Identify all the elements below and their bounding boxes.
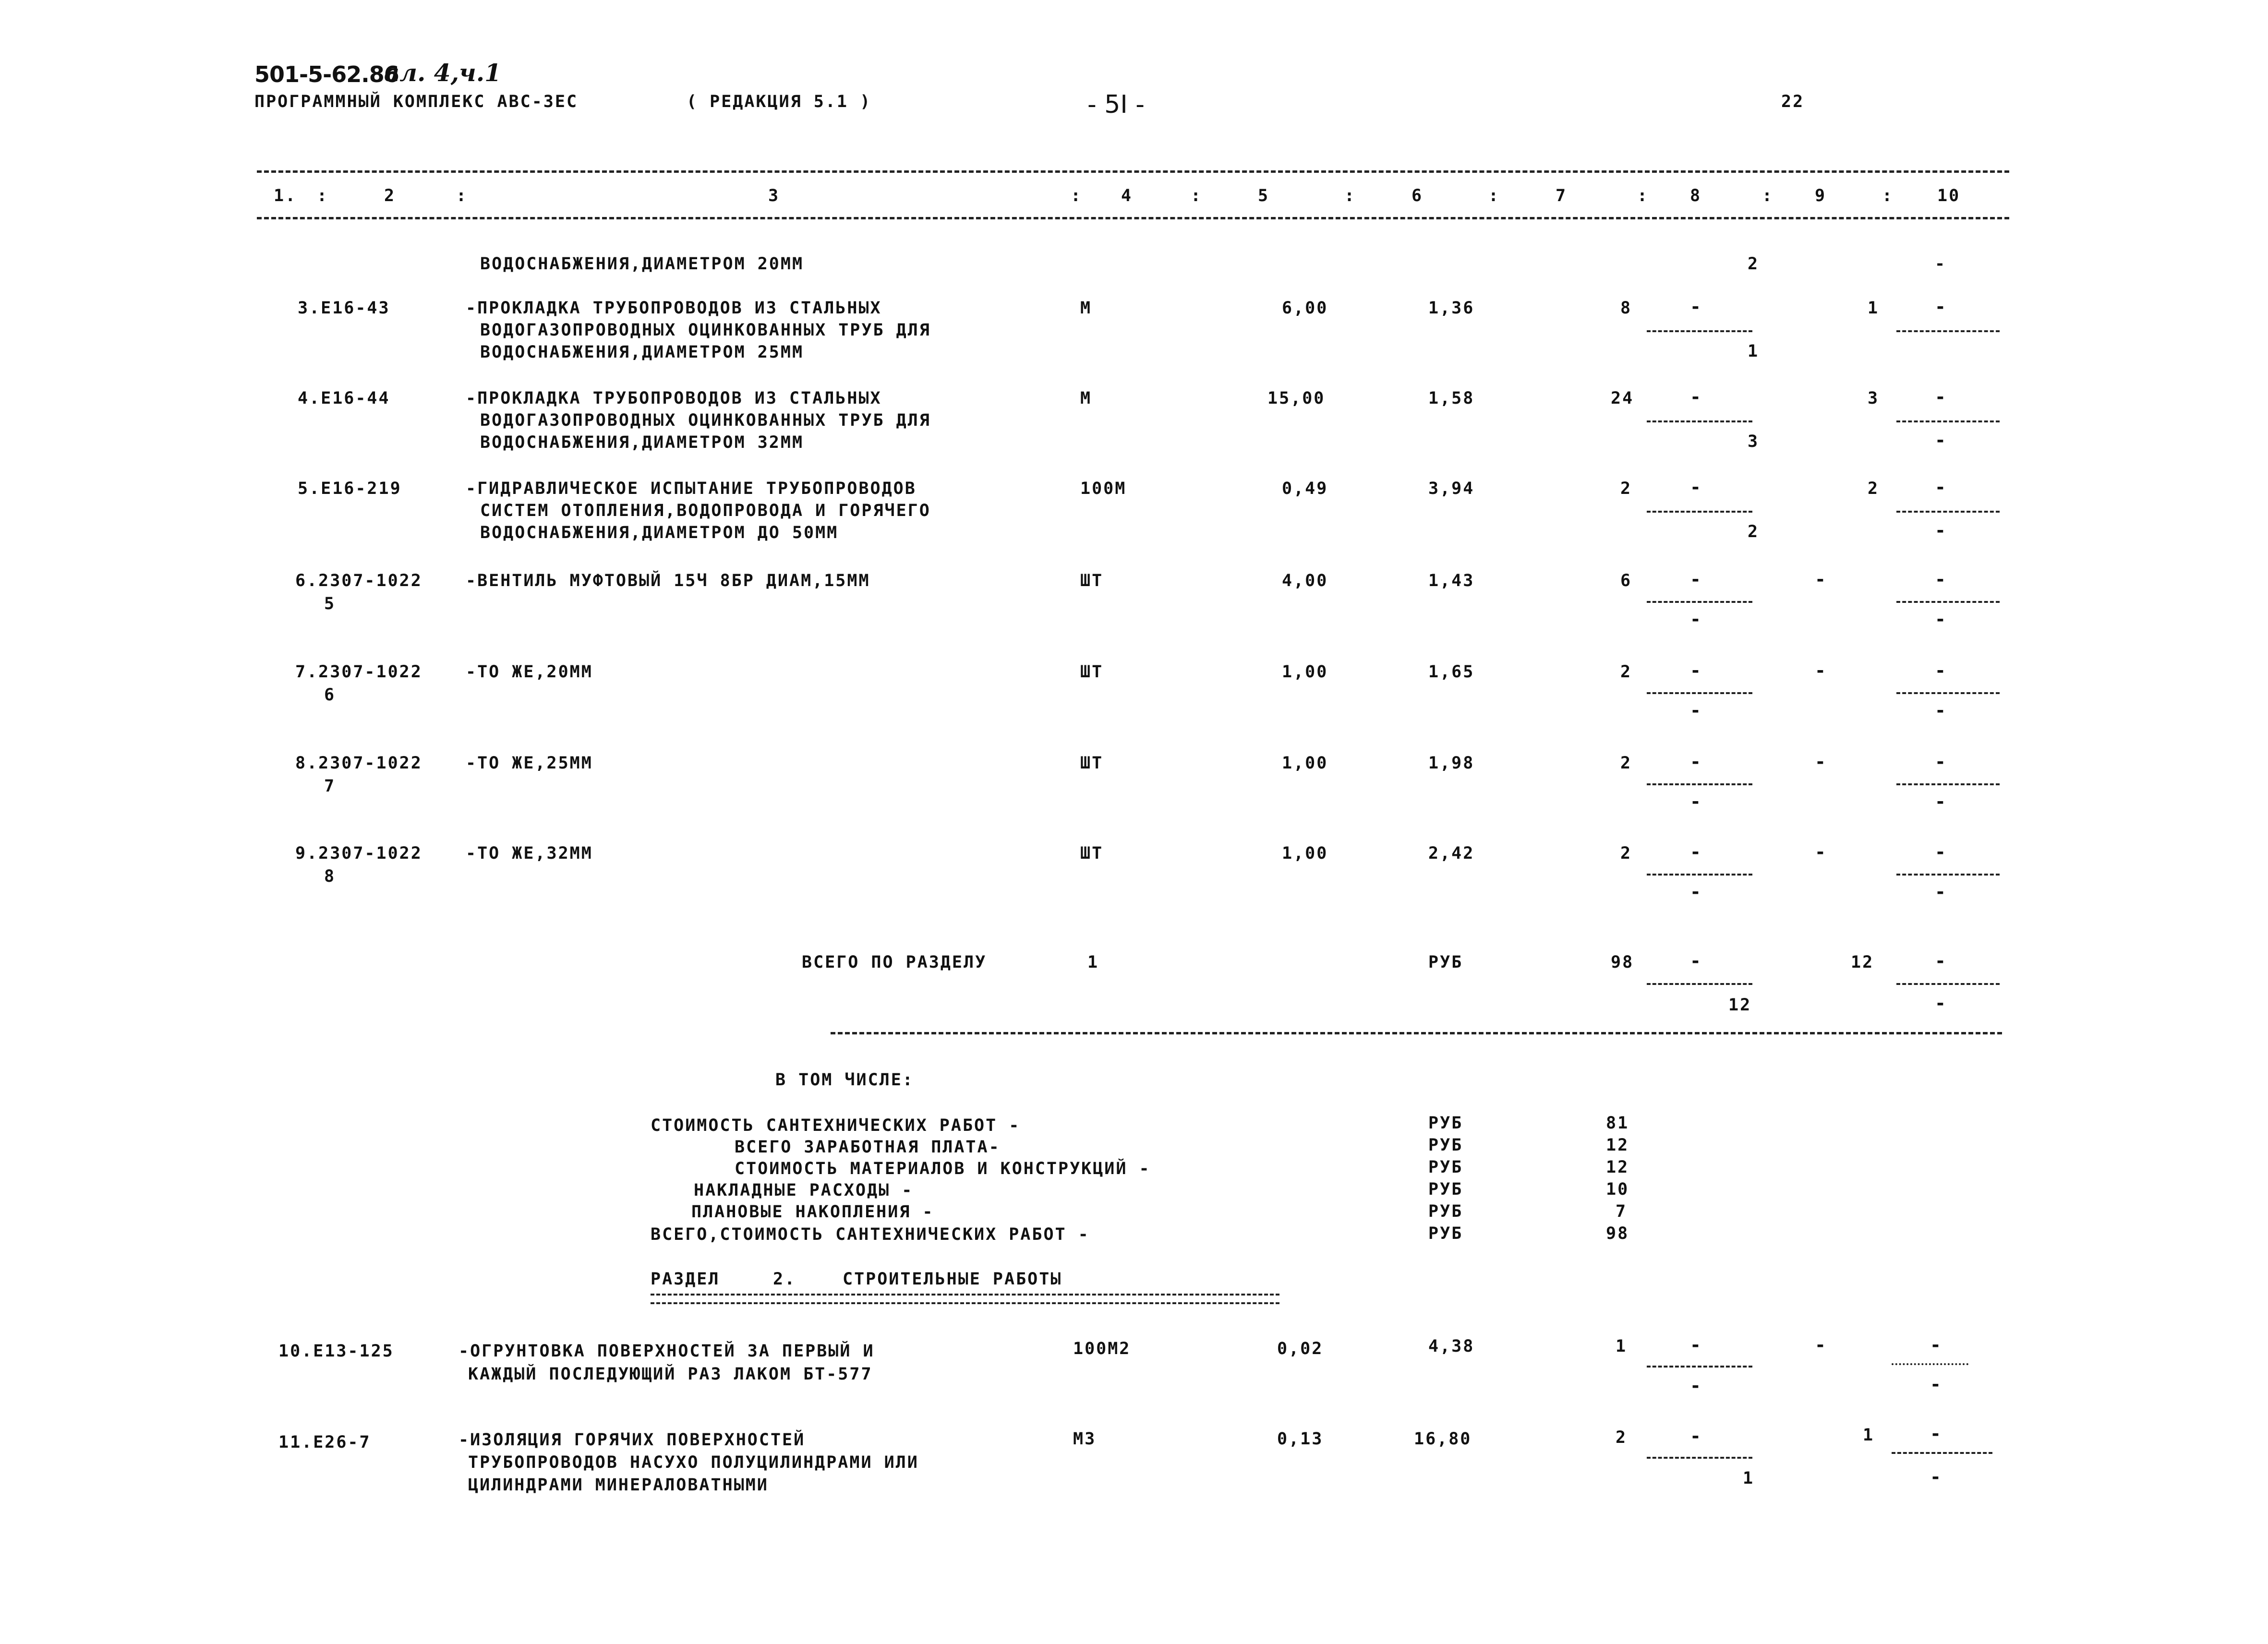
row-col8-top: - <box>1690 386 1701 408</box>
row-col9: - <box>1815 660 1826 681</box>
fraction-rule <box>1896 511 2000 513</box>
row-price: 16,80 <box>1414 1429 1472 1449</box>
document-code: 501-5-62.86 <box>254 61 399 87</box>
row-code: 10.Е13-125 <box>278 1342 394 1361</box>
row-total: 24 <box>1611 389 1634 408</box>
row-qty: 1,00 <box>1282 754 1328 773</box>
including-title: В ТОМ ЧИСЛЕ: <box>775 1070 914 1090</box>
row-price: 1,98 <box>1428 754 1475 773</box>
row-col10-bottom: - <box>1935 520 1946 541</box>
section-number: 2. <box>773 1270 796 1289</box>
row-col10-bottom: - <box>1935 609 1946 630</box>
row-text-line: -ТО ЖЕ,25ММ <box>466 754 593 773</box>
section-total-label: ВСЕГО ПО РАЗДЕЛУ <box>802 953 987 972</box>
fraction-rule <box>1892 1363 1968 1365</box>
row-col8-bottom: 1 <box>1743 1469 1755 1488</box>
fraction-rule <box>1647 874 1752 876</box>
row-text-line: КАЖДЫЙ ПОСЛЕДУЮЩИЙ РАЗ ЛАКОМ БТ-577 <box>468 1365 873 1384</box>
fraction-rule <box>1896 783 2000 785</box>
summary-label: ПЛАНОВЫЕ НАКОПЛЕНИЯ - <box>691 1202 934 1222</box>
column-header: 8 <box>1690 186 1702 205</box>
summary-unit: РУБ <box>1428 1224 1463 1243</box>
fraction-rule <box>1892 1452 1992 1454</box>
row-col8-bottom: - <box>1690 1375 1701 1396</box>
sheet-number: 22 <box>1781 92 1805 111</box>
row-price: 2,42 <box>1428 844 1475 863</box>
row-code: 6.2307-1022 <box>295 571 422 590</box>
row-code: 11.Е26-7 <box>278 1433 371 1452</box>
row-text-line: ЦИЛИНДРАМИ МИНЕРАЛОВАТНЫМИ <box>468 1476 769 1495</box>
row-code: 4.Е16-44 <box>298 389 390 408</box>
section-total-rule <box>831 1032 2002 1034</box>
summary-label: НАКЛАДНЫЕ РАСХОДЫ - <box>694 1181 914 1200</box>
section-total-col10-top: - <box>1935 950 1946 972</box>
row-total: 2 <box>1620 662 1632 682</box>
row-text-line: ВОДОСНАБЖЕНИЯ,ДИАМЕТРОМ 32ММ <box>480 433 804 452</box>
row-col10-bottom: - <box>1935 700 1946 721</box>
row-code-sub: 5 <box>324 594 336 613</box>
fraction-rule <box>1647 783 1752 785</box>
row-text-line: -ВЕНТИЛЬ МУФТОВЫЙ 15Ч 8БР ДИАМ,15ММ <box>466 571 870 590</box>
row-qty: 0,13 <box>1277 1429 1324 1449</box>
summary-value: 98 <box>1606 1224 1629 1243</box>
summary-value: 12 <box>1606 1136 1629 1155</box>
row-price: 1,58 <box>1428 389 1475 408</box>
fraction-rule <box>1647 330 1752 332</box>
row-col10-top: - <box>1935 477 1946 498</box>
summary-unit: РУБ <box>1428 1180 1463 1199</box>
summary-value: 12 <box>1606 1158 1629 1177</box>
row-text-line: -ОГРУНТОВКА ПОВЕРХНОСТЕЙ ЗА ПЕРВЫЙ И <box>458 1342 875 1361</box>
row-col8-top: - <box>1690 1426 1701 1447</box>
column-header: 7 <box>1556 186 1568 205</box>
fraction-rule <box>1896 330 2000 332</box>
row-col8-bottom: 3 <box>1748 432 1760 451</box>
row-total: 6 <box>1620 571 1632 590</box>
row-code: 7.2307-1022 <box>295 662 422 682</box>
row-code-sub: 8 <box>324 867 336 886</box>
row-col9: 2 <box>1868 479 1880 498</box>
summary-unit: РУБ <box>1428 1136 1463 1155</box>
row-col10-top: - <box>1930 1423 1941 1444</box>
row-col9: 1 <box>1863 1426 1875 1445</box>
row-unit: 100М2 <box>1073 1339 1131 1358</box>
section-double-rule <box>651 1294 1279 1304</box>
summary-label: СТОИМОСТЬ САНТЕХНИЧЕСКИХ РАБОТ - <box>651 1116 1021 1135</box>
row-col10-top: - <box>1935 841 1946 863</box>
section-total-col8-top: - <box>1690 950 1701 972</box>
row-total: 2 <box>1620 844 1632 863</box>
row-col10-top: - <box>1930 1334 1941 1356</box>
row-text-line: ВОДОСНАБЖЕНИЯ,ДИАМЕТРОМ 25ММ <box>480 343 804 362</box>
row-price: 1,65 <box>1428 662 1475 682</box>
row-col10-top: - <box>1935 296 1946 317</box>
column-header: 1. <box>274 186 297 205</box>
program-name: ПРОГРАММНЫЙ КОМПЛЕКС АВС-3ЕС <box>254 92 579 111</box>
row-total: 8 <box>1620 299 1632 318</box>
row-col10-top: - <box>1935 569 1946 590</box>
row-qty: 0,02 <box>1277 1339 1324 1358</box>
handwritten-note: ал. 4,ч.1 <box>384 59 501 87</box>
page-marker: - 5I - <box>1087 90 1145 119</box>
column-header: 3 <box>768 186 780 205</box>
column-header: 2 <box>384 186 396 205</box>
row-qty: 1,00 <box>1282 662 1328 682</box>
row-col8-bottom: 2 <box>1748 522 1760 541</box>
row-unit: ШТ <box>1080 571 1104 590</box>
row-col9: - <box>1815 751 1826 772</box>
fraction-rule <box>1647 692 1752 694</box>
row-text-line: -ТО ЖЕ,32ММ <box>466 844 593 863</box>
row-col10-bottom: - <box>1935 430 1946 451</box>
column-header: 9 <box>1815 186 1827 205</box>
row-text-line: -ИЗОЛЯЦИЯ ГОРЯЧИХ ПОВЕРХНОСТЕЙ <box>458 1430 806 1450</box>
summary-label: ВСЕГО ЗАРАБОТНАЯ ПЛАТА- <box>735 1138 1001 1157</box>
summary-unit: РУБ <box>1428 1158 1463 1177</box>
fraction-rule <box>1896 874 2000 876</box>
continuation-col8: 2 <box>1748 254 1760 274</box>
row-unit: ШТ <box>1080 844 1104 863</box>
column-header: 4 <box>1121 186 1133 205</box>
section-total-number: 1 <box>1087 953 1099 972</box>
row-col8-bottom: - <box>1690 700 1701 721</box>
row-col10-bottom: - <box>1935 791 1946 812</box>
column-header: 5 <box>1258 186 1270 205</box>
row-col8-top: - <box>1690 296 1701 317</box>
fraction-rule <box>1896 692 2000 694</box>
section-title: СТРОИТЕЛЬНЫЕ РАБОТЫ <box>843 1270 1062 1289</box>
row-unit: ШТ <box>1080 754 1104 773</box>
row-text-line: ВОДОГАЗОПРОВОДНЫХ ОЦИНКОВАННЫХ ТРУБ ДЛЯ <box>480 321 931 340</box>
row-total: 1 <box>1616 1337 1628 1356</box>
row-col10-top: - <box>1935 386 1946 408</box>
summary-unit: РУБ <box>1428 1114 1463 1133</box>
continuation-col10: - <box>1935 254 1947 274</box>
section-label: РАЗДЕЛ <box>651 1270 720 1289</box>
row-price: 4,38 <box>1428 1337 1475 1356</box>
row-col9: - <box>1815 1334 1826 1356</box>
row-code: 8.2307-1022 <box>295 754 422 773</box>
continuation-text: ВОДОСНАБЖЕНИЯ,ДИАМЕТРОМ 20ММ <box>480 254 804 274</box>
table-top-rule <box>257 170 2009 173</box>
row-qty: 1,00 <box>1282 844 1328 863</box>
row-unit: М3 <box>1073 1429 1097 1449</box>
row-col8-bottom: - <box>1690 609 1701 630</box>
fraction-rule <box>1647 511 1752 513</box>
row-text-line: -ПРОКЛАДКА ТРУБОПРОВОДОВ ИЗ СТАЛЬНЫХ <box>466 299 882 318</box>
row-qty: 4,00 <box>1282 571 1328 590</box>
row-code: 5.Е16-219 <box>298 479 402 498</box>
summary-unit: РУБ <box>1428 1202 1463 1221</box>
row-col8-bottom: 1 <box>1748 342 1760 361</box>
row-col9: 3 <box>1868 389 1880 408</box>
summary-value: 7 <box>1616 1202 1628 1221</box>
summary-value: 81 <box>1606 1114 1629 1133</box>
row-col8-top: - <box>1690 569 1701 590</box>
row-total: 2 <box>1620 479 1632 498</box>
section-total-col8-bottom: 12 <box>1728 996 1752 1015</box>
row-col10-bottom: - <box>1935 881 1946 902</box>
table-header-rule <box>257 217 2009 219</box>
row-col9: - <box>1815 569 1826 590</box>
column-header: 6 <box>1411 186 1424 205</box>
section-total-col9: 12 <box>1851 953 1874 972</box>
edition: ( РЕДАКЦИЯ 5.1 ) <box>687 92 872 111</box>
row-qty: 0,49 <box>1282 479 1328 498</box>
row-text-line: -ПРОКЛАДКА ТРУБОПРОВОДОВ ИЗ СТАЛЬНЫХ <box>466 389 882 408</box>
summary-value: 10 <box>1606 1180 1629 1199</box>
fraction-rule <box>1647 1366 1752 1368</box>
row-text-line: -ГИДРАВЛИЧЕСКОЕ ИСПЫТАНИЕ ТРУБОПРОВОДОВ <box>466 479 917 498</box>
row-price: 1,43 <box>1428 571 1475 590</box>
row-col8-top: - <box>1690 841 1701 863</box>
fraction-rule <box>1896 983 2000 985</box>
row-text-line: ТРУБОПРОВОДОВ НАСУХО ПОЛУЦИЛИНДРАМИ ИЛИ <box>468 1453 919 1472</box>
row-col9: - <box>1815 841 1826 863</box>
row-total: 2 <box>1616 1428 1628 1447</box>
row-col10-top: - <box>1935 660 1946 681</box>
row-text-line: СИСТЕМ ОТОПЛЕНИЯ,ВОДОПРОВОДА И ГОРЯЧЕГО <box>480 501 931 520</box>
row-unit: 100М <box>1080 479 1127 498</box>
row-col8-top: - <box>1690 660 1701 681</box>
row-text-line: ВОДОГАЗОПРОВОДНЫХ ОЦИНКОВАННЫХ ТРУБ ДЛЯ <box>480 411 931 430</box>
fraction-rule <box>1896 601 2000 603</box>
row-code-sub: 7 <box>324 777 336 796</box>
section-total-col10-bottom: - <box>1935 993 1946 1014</box>
row-col8-top: - <box>1690 477 1701 498</box>
row-col10-top: - <box>1935 751 1946 772</box>
row-col10-bottom: - <box>1930 1466 1941 1488</box>
row-total: 2 <box>1620 754 1632 773</box>
row-col10-bottom: - <box>1930 1374 1941 1395</box>
column-header: 10 <box>1937 186 1961 205</box>
summary-label: СТОИМОСТЬ МАТЕРИАЛОВ И КОНСТРУКЦИЙ - <box>735 1159 1151 1178</box>
row-col8-bottom: - <box>1690 881 1701 902</box>
row-col8-top: - <box>1690 751 1701 772</box>
fraction-rule <box>1647 983 1752 985</box>
row-code-sub: 6 <box>324 685 336 705</box>
row-unit: М <box>1080 389 1092 408</box>
row-qty: 6,00 <box>1282 299 1328 318</box>
section-total-unit: РУБ <box>1428 953 1463 972</box>
row-code: 9.2307-1022 <box>295 844 422 863</box>
row-col8-bottom: - <box>1690 791 1701 812</box>
fraction-rule <box>1647 420 1752 422</box>
row-text-line: -ТО ЖЕ,20ММ <box>466 662 593 682</box>
fraction-rule <box>1896 420 2000 422</box>
row-col9: 1 <box>1868 299 1880 318</box>
section-total-value: 98 <box>1611 953 1634 972</box>
row-unit: М <box>1080 299 1092 318</box>
row-qty: 15,00 <box>1267 389 1326 408</box>
row-unit: ШТ <box>1080 662 1104 682</box>
row-text-line: ВОДОСНАБЖЕНИЯ,ДИАМЕТРОМ ДО 50ММ <box>480 523 839 542</box>
fraction-rule <box>1647 1457 1752 1459</box>
row-col8-top: - <box>1690 1334 1701 1356</box>
row-code: 3.Е16-43 <box>298 299 390 318</box>
fraction-rule <box>1647 601 1752 603</box>
summary-label: ВСЕГО,СТОИМОСТЬ САНТЕХНИЧЕСКИХ РАБОТ - <box>651 1225 1090 1244</box>
row-price: 1,36 <box>1428 299 1475 318</box>
row-price: 3,94 <box>1428 479 1475 498</box>
